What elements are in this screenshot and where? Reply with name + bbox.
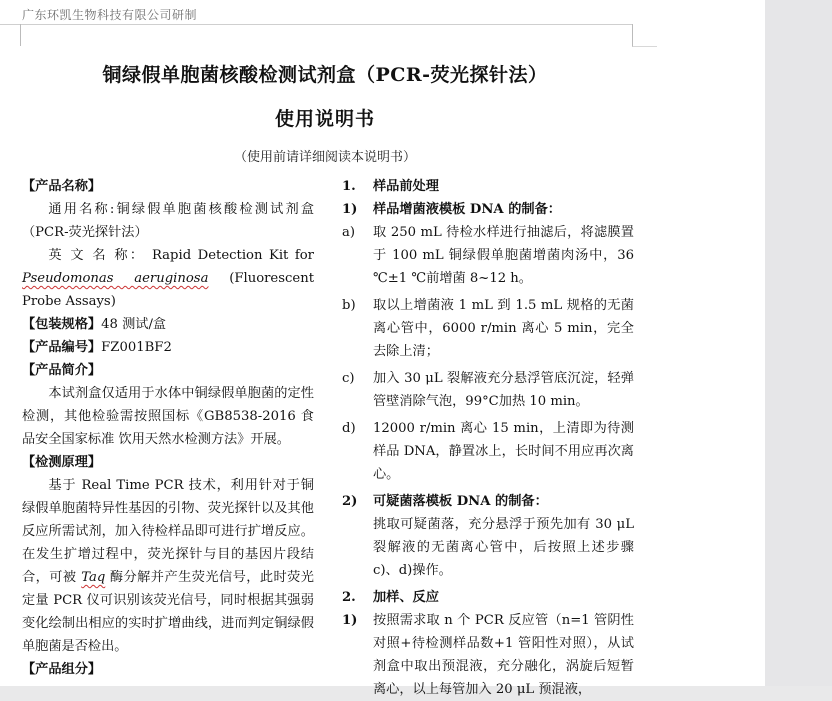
intro-paragraph: 本试剂盒仅适用于水体中铜绿假单胞菌的定性检测，其他检验需按照国标《GB8538-2016 食品安全国家标准 饮用天然水检测方法》开展。 bbox=[22, 386, 314, 447]
left-column bbox=[22, 175, 314, 681]
product-name-en-label: 英 文 名 称： bbox=[48, 248, 146, 263]
section-heading-spec: 【包装规格】 bbox=[22, 317, 102, 332]
step-2-heading bbox=[342, 586, 634, 609]
page-header-company: 广东环凯生物科技有限公司研制 bbox=[22, 8, 198, 22]
section-heading-intro: 【产品简介】 bbox=[22, 363, 102, 378]
margin-corner-left bbox=[20, 24, 21, 46]
list-item-a bbox=[342, 221, 634, 290]
section-heading-code: 【产品编号】 bbox=[22, 340, 102, 355]
step-1-1-heading bbox=[342, 198, 634, 221]
principle-paragraph bbox=[22, 474, 314, 658]
list-item-b-text: 取以上增菌液 1 mL 到 1.5 mL 规格的无菌离心管中，6000 r/min 离心 5 min，完全去除上清； bbox=[373, 298, 634, 359]
list-item-a-marker: a) bbox=[342, 225, 356, 240]
code-line bbox=[22, 336, 314, 359]
step-1-2-title: 可疑菌落模板 DNA 的制备： bbox=[373, 494, 548, 509]
step-1-heading bbox=[342, 175, 634, 198]
viewer-background bbox=[765, 0, 832, 686]
principle-text-2: 酶分解并产生荧光信号，此时荧光定量 PCR 仪可识别该荧光信号，同时根据其强弱变化绘制出相应的实时扩增曲线，进而判定铜绿假单胞菌是否检出。 bbox=[22, 570, 314, 654]
document-title: 铜绿假单胞菌核酸检测试剂盒（PCR-荧光探针法） bbox=[102, 64, 548, 86]
product-name-en-species: Pseudomonas aeruginosa bbox=[22, 271, 209, 286]
spec-line bbox=[22, 313, 314, 336]
step-1-title: 样品前处理 bbox=[373, 179, 439, 194]
code-value: FZ001BF2 bbox=[101, 340, 172, 355]
product-name-cn bbox=[22, 198, 314, 244]
product-name-en-part1: Rapid Detection Kit for bbox=[151, 248, 314, 263]
product-name-en-part2: (Fluorescent Probe Assays) bbox=[22, 271, 314, 309]
section-heading-components: 【产品组分】 bbox=[22, 662, 102, 677]
spec-value: 48 测试/盒 bbox=[101, 317, 167, 332]
list-item-c bbox=[342, 367, 634, 413]
product-name-en bbox=[22, 244, 314, 313]
principle-text-1: 基于 Real Time PCR 技术，利用针对于铜绿假单胞菌特异性基因的引物、荧光探针以及其他反应所需试剂，加入待检样品即可进行扩增反应。在发生扩增过程中，荧光探针与目的基因片段结合，可被 bbox=[22, 478, 314, 585]
step-2-title: 加样、反应 bbox=[373, 590, 439, 605]
list-item-b bbox=[342, 294, 634, 363]
product-name-cn-label: 通用名称: bbox=[48, 202, 115, 217]
right-column bbox=[342, 175, 634, 701]
header-rule bbox=[0, 24, 632, 25]
section-heading-principle: 【检测原理】 bbox=[22, 455, 102, 470]
principle-taq: Taq bbox=[81, 570, 106, 585]
list-item-c-text: 加入 30 μL 裂解液充分悬浮管底沉淀，轻弹管壁消除气泡，99°C加热 10 min。 bbox=[373, 371, 634, 409]
step-1-2-number: 2) bbox=[342, 494, 358, 509]
section-heading-product-name: 【产品名称】 bbox=[22, 179, 102, 194]
step-2-1-text: 按照需求取 n 个 PCR 反应管（n=1 管阴性对照+待检测样品数+1 管阳性对照），从试剂盒中取出预混液，充分融化，涡旋后短暂离心，以上每管加入 20 μL 预混液， bbox=[373, 613, 634, 697]
list-item-c-marker: c) bbox=[342, 371, 355, 386]
step-2-1-item bbox=[342, 609, 634, 701]
list-item-b-marker: b) bbox=[342, 298, 356, 313]
step-1-2-text: 挑取可疑菌落，充分悬浮于预先加有 30 μL 裂解液的无菌离心管中，后按照上述步骤 c)、d)操作。 bbox=[373, 517, 634, 578]
step-1-1-title: 样品增菌液模板 DNA 的制备： bbox=[373, 202, 561, 217]
step-1-number: 1. bbox=[342, 179, 356, 194]
step-2-number: 2. bbox=[342, 590, 356, 605]
list-item-d-marker: d) bbox=[342, 421, 356, 436]
reading-note: （使用前请详细阅读本说明书） bbox=[233, 150, 416, 165]
product-name-cn-value: 铜绿假单胞菌核酸检测试剂盒（PCR-荧光探针法） bbox=[22, 202, 315, 240]
step-2-1-number: 1) bbox=[342, 613, 358, 628]
step-1-1-number: 1) bbox=[342, 202, 358, 217]
list-item-d-text: 12000 r/min 离心 15 min，上清即为待测样品 DNA，静置冰上，长时间不用应再次离心。 bbox=[373, 421, 634, 482]
list-item-d bbox=[342, 417, 634, 486]
margin-corner-right bbox=[632, 24, 657, 47]
document-subtitle: 使用说明书 bbox=[274, 108, 375, 130]
list-item-a-text: 取 250 mL 待检水样进行抽滤后，将滤膜置于 100 mL 铜绿假单胞菌增菌肉汤中，36 ℃±1 ℃前增菌 8~12 h。 bbox=[373, 225, 634, 286]
step-1-2-heading bbox=[342, 490, 634, 513]
